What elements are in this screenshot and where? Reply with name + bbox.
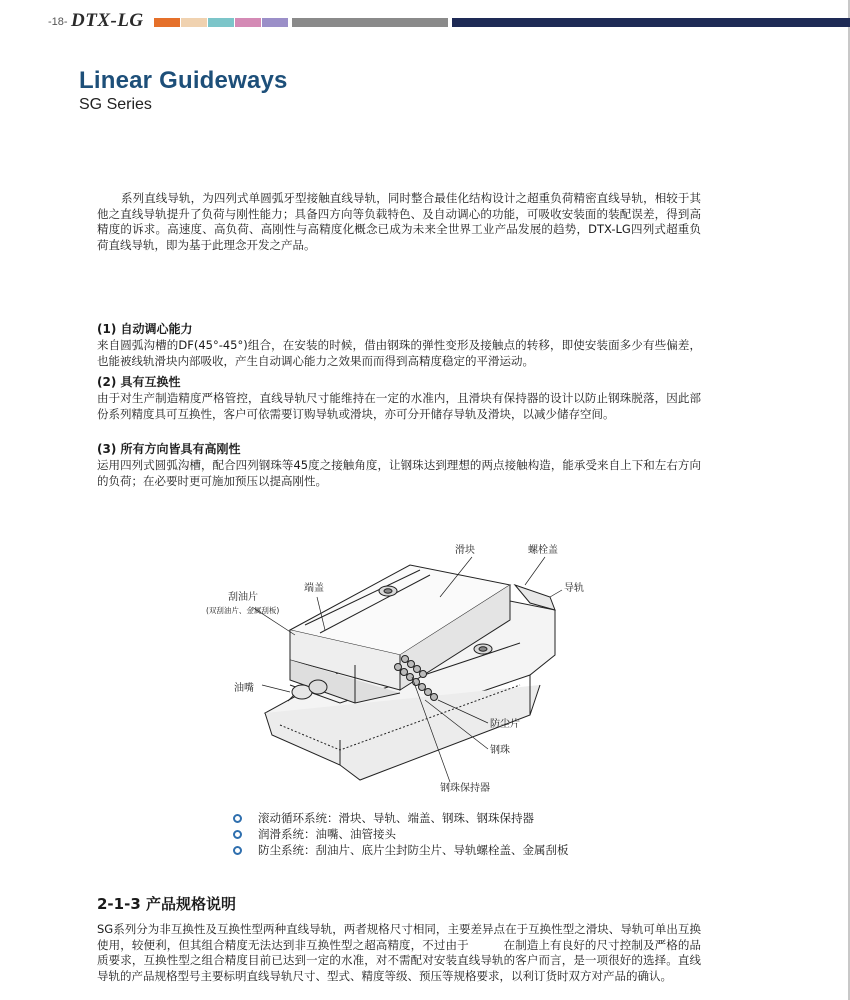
- swatch-4: [235, 18, 261, 27]
- system-text-2: 润滑系统：油嘴、油管接头: [258, 827, 396, 841]
- feature-text-1: 来自圆弧沟槽的DF(45°-45°)组合，在安装的时候，借由钢珠的弹性变形及接触点的转移，即使安装面多少有些偏差，也能被线轨滑块内部吸收，产生自动调心能力之效果而而得到高精度稳定的平滑运动。: [97, 338, 701, 368]
- systems-list: [233, 810, 569, 858]
- section-title: 2-1-3 产品规格说明: [97, 895, 236, 913]
- intro-paragraph: 系列直线导轨，为四列式单圆弧牙型接触直线导轨，同时整合最佳化结构设计之超重负荷精密直线导轨，相较于其他之直线导轨提升了负荷与刚性能力；具备四方向等负载特色、及自动调心的功能，可吸收安装面的装配误差，得到高精度的诉求。高速度、高负荷、高刚性与高精度化概念已成为未来全世界工业产品发展的趋势，DTX-LG四列式超重负荷直线导轨，即为基于此理念开发之产品。: [97, 191, 701, 252]
- color-swatches: [154, 18, 289, 27]
- swatch-2: [181, 18, 207, 27]
- page-header: [0, 10, 850, 34]
- circle-bullet-icon: [233, 846, 242, 855]
- brand-logo: DTX-LG: [71, 10, 144, 31]
- list-item: [233, 842, 569, 858]
- guideway-diagram: [190, 535, 610, 805]
- label-slider: 滑块: [455, 545, 475, 556]
- swatch-3: [208, 18, 234, 27]
- label-scraper: 刮油片: [228, 592, 258, 603]
- swatch-5: [262, 18, 288, 27]
- label-end-cap: 端盖: [304, 583, 324, 594]
- system-text-3: 防尘系统：刮油片、底片尘封防尘片、导轨螺栓盖、金属刮板: [258, 843, 569, 857]
- guideway-illustration: [265, 565, 555, 780]
- feature-title-2: (2) 具有互换性: [97, 375, 181, 389]
- feature-title-3: (3) 所有方向皆具有高刚性: [97, 442, 241, 456]
- page-title: Linear Guideways: [79, 67, 288, 94]
- system-text-1: 滚动循环系统：滑块、导轨、端盖、钢珠、钢珠保持器: [258, 811, 534, 825]
- feature-title-1: (1) 自动调心能力: [97, 322, 193, 336]
- feature-text-3: 运用四列式圆弧沟槽，配合四列钢珠等45度之接触角度，让钢珠达到理想的两点接触构造，能承受来自上下和左右方向的负荷；在必要时更可施加预压以提高刚性。: [97, 458, 701, 488]
- label-scraper-note: (双刮油片、金属刮板): [206, 606, 280, 615]
- label-ball-retainer: 钢珠保持器: [440, 783, 490, 794]
- circle-bullet-icon: [233, 814, 242, 823]
- page-number: -18-: [48, 16, 68, 28]
- label-steel-ball: 钢珠: [490, 745, 510, 756]
- spec-paragraph: SG系列分为非互换性及互换性型两种直线导轨，两者规格尺寸相同，主要差异点在于互换性型之滑块、导轨可单出互换使用，较便利，但其组合精度无法达到非互换性型之超高精度，不过由于 在制造上有良好的尺寸控制及严格的品质要求，互换性型之组合精度目前已达到一定的水准，对不需配对安装直线导轨的客户而言，是一项很好的选择。直线导轨的产品规格型号主要标明直线导轨尺寸、型式、精度等级、预压等规格要求，以利订货时双方对产品的确认。: [97, 922, 701, 983]
- page-subtitle: SG Series: [79, 96, 152, 113]
- label-grease-nipple: 油嘴: [234, 683, 254, 694]
- header-navy-bar: [452, 18, 850, 27]
- feature-text-2: 由于对生产制造精度严格管控，直线导轨尺寸能维持在一定的水准内，且滑块有保持器的设计以防止钢珠脱落，因此部份系列精度具可互换性，客户可依需要订购导轨或滑块，亦可分开储存导轨及滑块，以减少储存空间。: [97, 391, 701, 421]
- label-rail: 导轨: [564, 583, 584, 594]
- circle-bullet-icon: [233, 830, 242, 839]
- list-item: [233, 826, 569, 842]
- label-dust-seal: 防尘片: [490, 719, 520, 730]
- label-bolt-cap: 螺栓盖: [528, 545, 558, 556]
- swatch-1: [154, 18, 180, 27]
- header-gray-bar: [292, 18, 448, 27]
- list-item: [233, 810, 569, 826]
